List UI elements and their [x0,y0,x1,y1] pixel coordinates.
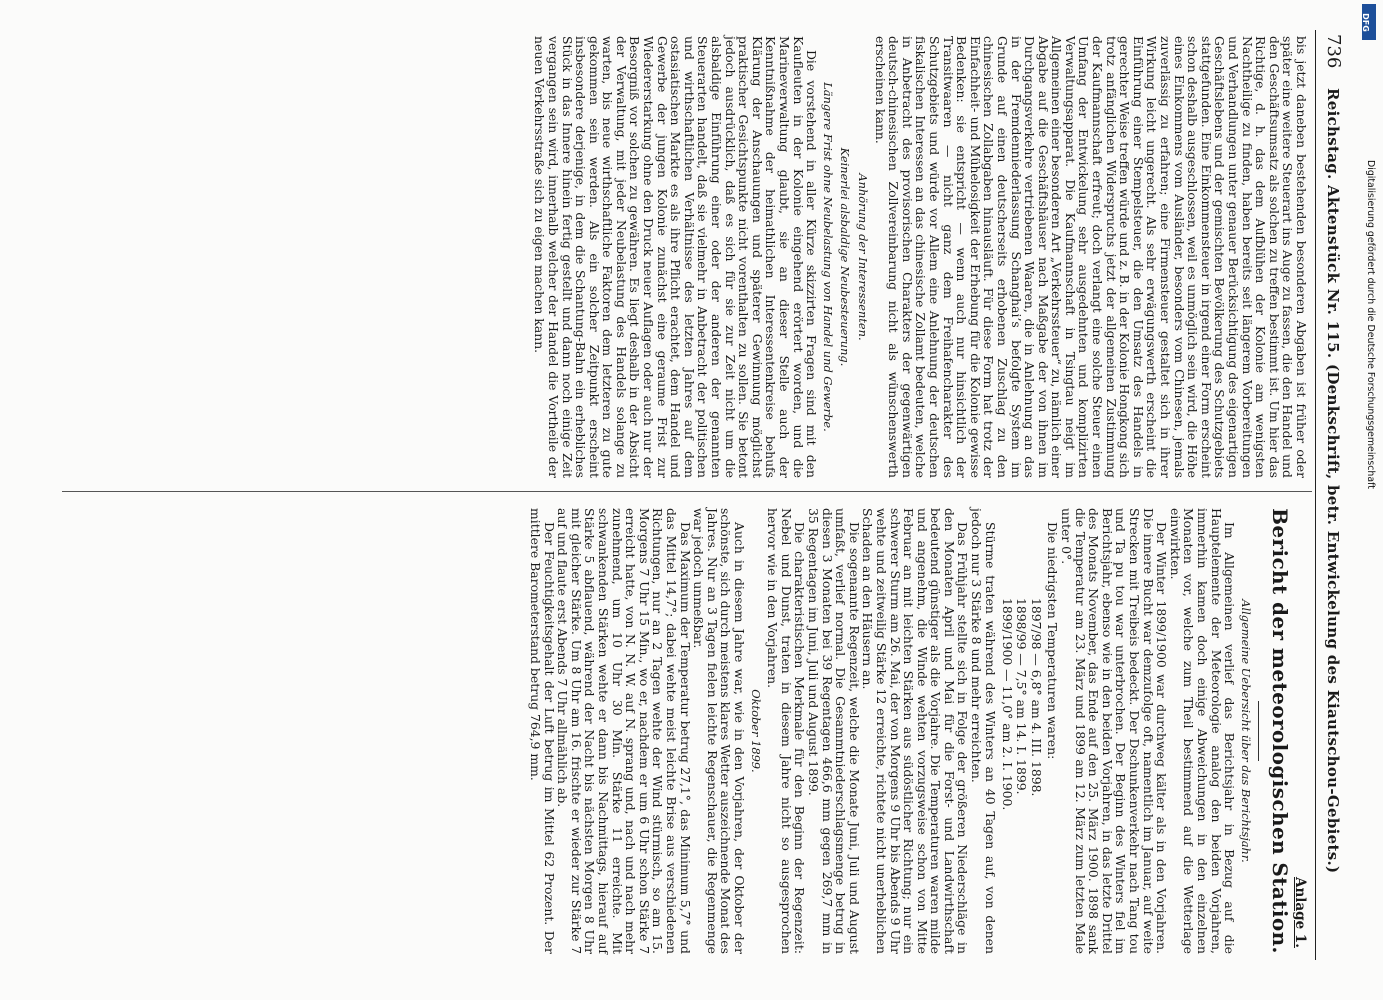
paragraph: Die charakteristischen Merkmale für den Beginn der Regenzeit: Nebel und Dunst, traten in diesem Jahre nicht so ausgesprochen hervor wie in den Vorjahren. [765,508,808,954]
paragraph: Die vorstehend in aller Kürze skizzirten Fragen sind mit den Kaufleuten in der Kolonie eingehend erörtert worden, und die Marineverwaltung glaubt, sie an dieser Stelle auch der Kenntnißnahme der heimathlichen Interessentenkreise behufs Klärung der Anschauungen und späterer Gewinnung möglichst praktischer Gesichtspunkte nicht vorenthalten zu sollen. Sie betont jedoch ausdrücklich, daß es sich für sie zur Zeit nicht um die alsbaldige Einführung einer oder der anderen der genannten Steuerarten handelt, daß sie vielmehr in Anbetracht der politischen und wirthschaftlichen Verhältnisse des letzten Jahres auf dem ostasiatischen Markte es als ihre Pflicht erachtet, dem Handel und Gewerbe der jungen Kolonie zunächst eine geraume Frist zur Wiedererstarkung ohne den Druck neuer Auflagen oder auch nur der Besorgniß vor solchen zu gewähren. Es liegt deshalb in der Absicht der Verwaltung, mit jeder Neubelastung des Handels solange zu warten, bis neue wirthschaftliche Faktoren dem letzteren zu gute gekommen sein werden. Als ein solcher Zeitpunkt erscheint insbesondere derjenige, in dem die Schantung-Bahn ein erhebliches Stück in das Innere hinein fertig gestellt und dann noch einige Zeit vergangen sein wird, innerhalb welcher der Handel die Vortheile der neuen Verkehrsstraße sich zu eigen machen kann. [532,36,820,478]
digitization-note: Digitalisierung gefördert durch die Deutsche Forschungsgemeinschaft [1365,160,1376,489]
temperature-row: 1899/1900 — 11,0° am 2. I. 1900. [1000,598,1016,811]
temperature-row: 1898/99 — 7,5° am 14. I. 1899. [1014,598,1030,795]
appendix-label: Anlage 1. [1292,877,1308,948]
temperature-row: 1897/98 — 6,8° am 4. III. 1898. [1028,598,1044,797]
dfg-logo: DFG [1362,4,1376,40]
paragraph: Das Maximum der Temperatur betrug 27,1°, das Minimum 5,7° und das Mittel 14,7°; dabei wehte meist leichte Brise aus verschiedenen Richtungen, nur an 2 Tagen wehte der Wind stürmisch, so am 15. Morgens 7 Uhr 15 Min., wo er, nachdem er um 6 Uhr schon Stärke 7 erreicht hatte, von N. N. W. auf N. sprang und, nach und nach mehr zunehmend, um 10 Uhr 30 Min. Stärke 11 erreichte. Mit schwankenden Stärken wehte er dann bis Nachmittags, hierauf auf Stärke 5 abflauend, während der Nacht bis nächsten Morgen 8 Uhr mit gleicher Stärke. Um 8 Uhr am 16. frischte er wieder zur Stärke 7 auf und flaute erst Abends 7 Uhr allmählich ab. [555,508,693,954]
section-title: Bericht der meteorologischen Station. [1268,508,1293,954]
subheading: Allgemeine Uebersicht über das Berichtsjahr. [1238,599,1253,863]
column-divider [62,491,1312,492]
page-header [1315,30,1342,960]
paragraph: Das Frühjahr stellte sich in Folge der größeren Niederschläge in den Monaten April und Mai für die Forst- und Landwirthschaft bedeutend günstiger als die Vorjahre. Die Temperaturen waren milde und angenehm, die Winde wehten vorzugsweise schon von Mitte Februar an mit leichten Stärken aus südöstlicher Richtung; nur ein schwerer Sturm am 26. Mai, der von Morgens 9 Uhr bis Abends 9 Uhr wehte und zeitweilig Stärke 12 erreichte, richtete nicht unerheblichen Schaden an den Häusern an. [860,508,971,954]
rotated-page [52,30,1342,960]
divider [1258,701,1259,761]
subheading: Keinerlei alsbaldige Neubesteuerung. [838,147,853,367]
header-title: Reichstag. Aktenstück Nr. 115. (Denkschrift, betr. Entwickelung des Kiautschou-Gebiets.) [1324,88,1342,874]
paragraph: Der Feuchtigkeitsgehalt der Luft betrug im Mittel 62 Prozent. Der mittlere Barometerstand betrug 764,9 mm. [528,508,557,954]
paragraph: Die niedrigsten Temperaturen waren: [1045,522,1061,760]
paragraph: Auch in diesem Jahre war, wie in den Vorjahren, der Oktober der schönste, sich durch meistens klares Wetter auszeichnende Monat des Jahres. Nur an 3 Tagen fielen leichte Regenschauer, die Regenmenge war jedoch unmeßbar. [691,508,747,954]
right-column [529,508,1309,954]
paragraph: Im Allgemeinen verlief das Berichtsjahr in Bezug auf die Hauptelemente der Meteorologie analog den beiden Vorjahren, immerhin kamen doch einige Abweichungen in den einzelnen Monaten vor, welche zum Theil bestimmend auf die Wetterlage einwirkten. [1167,508,1238,954]
document-page [52,30,1342,960]
paragraph: Der Winter 1899/1900 war durchweg kälter als in den Vorjahren. Die innere Bucht war demzufolge oft, namentlich im Januar, auf weite Strecken mit Treibeis bedeckt. Der Dschunkenverkehr nach Tang tou und Ta pu tou war unterbrochen. Der Beginn des Winters fiel im Berichtsjahr, ebenso wie in den beiden Vorjahren, in das letzte Drittel des Monats November, das Ende auf den 25. März 1900. 1898 sank die Temperatur am 23. März und 1899 am 12. März zum letzten Male unter 0°. [1059,508,1170,954]
paragraph: bis jetzt daneben bestehenden besonderen Abgaben ist früher oder später eine weitere Steuerart ins Auge zu fassen, die den Handel und den Geschäftsumsatz als solchen zu treffen bestimmt ist. Um hier das Richtige, d. h. das dem Aufblühen der Kolonie am wenigsten Nachtheilige zu finden, haben bereits seit längerem Vorbereitungen und Verhandlungen unter genauer Berücksichtigung des eigenartigen Geschäftslebens und der gemischten Bevölkerung des Schutzgebiets stattgefunden. Eine Einkommensteuer in irgend einer Form erscheint schon deshalb ausgeschlossen, weil es unmöglich sein wird, die Höhe eines Einkommens vom Ausländer, besonders vom Chinesen, jemals zuverlässig zu erfahren; eine Firmensteuer gestaltet sich in ihrer Wirkung leicht ungerecht. Als sehr erwägungswerth erscheint die Einführung einer Stempelsteuer, die den Umsatz des Handels in gerechter Weise treffen würde und z. B. in der Kolonie Hongkong sich trotz anfänglichen Widerspruchs jetzt der allgemeinen Zustimmung der Kaufmannschaft erfreut; doch verlangt eine solche Steuer einen Umfang der Entwickelung sehr ausgedehnten und komplizirten Verwaltungsapparat. Die Kaufmannschaft in Tsingtau neigt im Allgemeinen einer besonderen Art „Verkehrssteuer“ zu, nämlich einer Abgabe auf die Geschäftshäuser nach Maßgabe der von ihnen im Durchgangsverkehre vertriebenen Waaren, die in Anlehnung an das in der Fremdenniederlassung Schanghai’s befolgte System im Grunde auf einen deutscherseits erhobenen Zuschlag zu den chinesischen Zollabgaben hinausläuft. Für diese Form hat trotz der Einfachheit- und Mühelosigkeit der Erhebung für die Kolonie gewisse Bedenken: sie entspricht — wenn auch nur hinsichtlich der Transitwaaren — nicht ganz dem Freihafencharakter des Schutzgebiets und würde vor Allem eine Anlehnung der deutschen fiskalischen Interessen an das chinesische Zollamt bedeuten, welche in Anbetracht des provisorischen Charakters der gegenwärtigen deutsch-chinesischen Zollvereinbarung nicht als wünschenswerth erscheinen kann. [872,36,1309,478]
left-column [533,36,1308,478]
page-number: 736 [1323,34,1344,69]
temperature-list [1000,598,1043,954]
paragraph: Die sogenannte Regenzeit, welche die Monate Juni, Juli und August umfaßt, verlief normal. Die Gesammtniederschlagsmenge betrug in diesen 3 Monaten bei 39 Regentagen 466,6 mm gegen 269,7 mm in 35 Regentagen im Juni, Juli und August 1899. [805,508,862,954]
paragraph: Stürme traten während des Winters an 40 Tagen auf, von denen jedoch nur 3 Stärke 8 und mehr erreichten. [969,508,998,954]
subheading: Längere Frist ohne Neubelastung von Handel und Gewerbe. [820,82,835,432]
subheading: Anhörung der Interessenten. [856,173,870,341]
subheading: Oktober 1899. [748,689,763,773]
